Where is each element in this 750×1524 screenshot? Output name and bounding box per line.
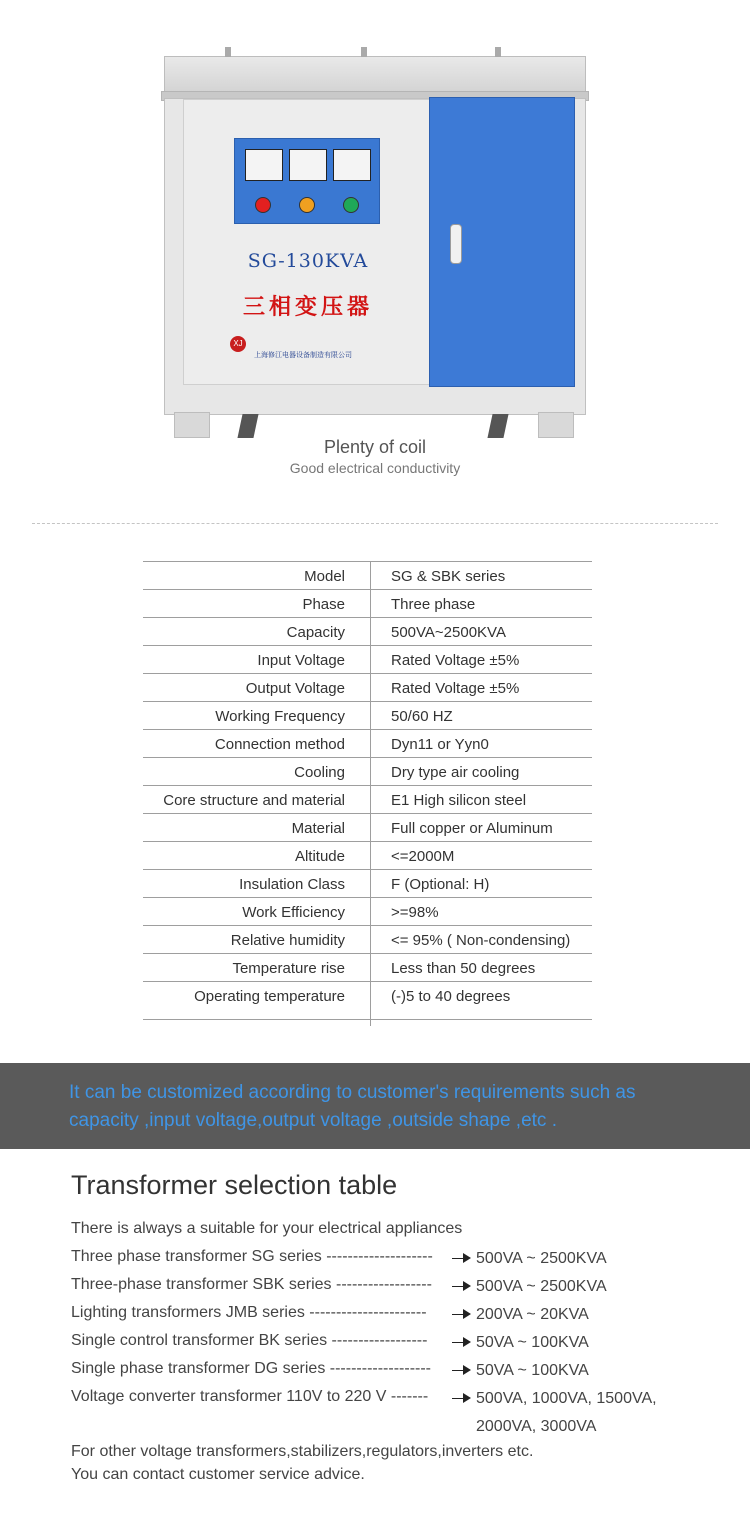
arrow-right-icon bbox=[452, 1286, 464, 1287]
spec-value: >=98% bbox=[391, 904, 439, 921]
spec-label: Relative humidity bbox=[230, 932, 345, 949]
spec-row bbox=[143, 617, 592, 645]
voltmeter-icon bbox=[333, 149, 371, 181]
spec-label: Work Efficiency bbox=[242, 904, 345, 921]
spec-value: SG & SBK series bbox=[391, 568, 506, 585]
selection-item-name: Voltage converter transformer 110V to 220 V ------- bbox=[71, 1388, 429, 1405]
cabinet-foot-dark bbox=[487, 414, 508, 438]
product-chinese-title: 三相变压器 bbox=[242, 294, 373, 319]
selection-item-name: Single phase transformer DG series ------------------- bbox=[71, 1360, 432, 1377]
selection-item-range: 500VA ~ 2500KVA bbox=[476, 1250, 607, 1267]
spec-label: Material bbox=[291, 820, 345, 837]
image-caption-title: Plenty of coil bbox=[323, 437, 427, 457]
selection-item-name: Three-phase transformer SBK series ------------------ bbox=[71, 1276, 432, 1293]
selection-item-range: 200VA ~ 20KVA bbox=[476, 1306, 589, 1323]
spec-label: Insulation Class bbox=[239, 876, 345, 893]
spec-value: Full copper or Aluminum bbox=[391, 820, 553, 837]
selection-item-range: 500VA ~ 2500KVA bbox=[476, 1278, 607, 1295]
spec-row bbox=[143, 869, 592, 897]
spec-value: <=2000M bbox=[391, 848, 455, 865]
spec-value: 500VA~2500KVA bbox=[391, 624, 506, 641]
spec-row bbox=[143, 925, 592, 953]
spec-value: <= 95% ( Non-condensing) bbox=[391, 932, 571, 949]
spec-value: Rated Voltage ±5% bbox=[391, 652, 520, 669]
selection-intro: There is always a suitable for your electrical appliances bbox=[71, 1220, 463, 1237]
meter-panel bbox=[234, 138, 380, 224]
spec-label: Input Voltage bbox=[257, 652, 345, 669]
spec-row bbox=[143, 673, 592, 701]
selection-item-range: 50VA ~ 100KVA bbox=[476, 1362, 589, 1379]
spec-label: Temperature rise bbox=[232, 960, 345, 977]
cabinet-lid bbox=[164, 56, 586, 96]
spec-label: Connection method bbox=[214, 736, 345, 753]
cabinet-foot bbox=[174, 412, 210, 438]
spec-row bbox=[143, 813, 592, 841]
spec-label: Cooling bbox=[294, 764, 345, 781]
spec-label: Model bbox=[304, 568, 345, 585]
lid-bolt bbox=[495, 47, 501, 57]
arrow-right-icon bbox=[452, 1398, 464, 1399]
spec-label: Core structure and material bbox=[163, 792, 345, 809]
spec-value: Three phase bbox=[391, 596, 476, 613]
spec-row bbox=[143, 841, 592, 869]
spec-value: 50/60 HZ bbox=[391, 708, 453, 725]
footer-note-line1: For other voltage transformers,stabilizers,regulators,inverters etc. bbox=[71, 1443, 534, 1460]
section-divider bbox=[32, 523, 718, 524]
selection-extra-range: 2000VA, 3000VA bbox=[476, 1418, 597, 1435]
indicator-lamp-red bbox=[255, 197, 271, 213]
spec-value: E1 High silicon steel bbox=[391, 792, 527, 809]
company-logo: XJ bbox=[230, 336, 246, 352]
product-image bbox=[160, 38, 590, 440]
selection-title: Transformer selection table bbox=[71, 1170, 398, 1200]
arrow-right-icon bbox=[452, 1342, 464, 1343]
selection-item-range: 500VA, 1000VA, 1500VA, bbox=[476, 1390, 657, 1407]
spec-row bbox=[143, 729, 592, 757]
spec-label: Altitude bbox=[294, 848, 345, 865]
selection-item-name: Three phase transformer SG series -------------------- bbox=[71, 1248, 433, 1265]
cabinet-foot-dark bbox=[237, 414, 258, 438]
spec-row bbox=[143, 645, 592, 673]
indicator-lamp-green bbox=[343, 197, 359, 213]
cabinet-front-panel bbox=[183, 99, 433, 385]
selection-item-range: 50VA ~ 100KVA bbox=[476, 1334, 589, 1351]
door-handle-icon bbox=[450, 224, 462, 264]
spec-row bbox=[143, 981, 592, 1020]
arrow-right-icon bbox=[452, 1258, 464, 1259]
spec-label: Output Voltage bbox=[245, 680, 345, 697]
spec-value: Less than 50 degrees bbox=[391, 960, 536, 977]
cabinet-door bbox=[429, 97, 575, 387]
spec-row bbox=[143, 701, 592, 729]
spec-value: F (Optional: H) bbox=[391, 876, 490, 893]
arrow-right-icon bbox=[452, 1314, 464, 1315]
spec-table-divider bbox=[370, 561, 371, 1026]
footer-note-line2: You can contact customer service advice. bbox=[71, 1466, 365, 1483]
arrow-right-icon bbox=[452, 1370, 464, 1371]
cabinet-body bbox=[164, 98, 586, 415]
spec-value: Dyn11 or Yyn0 bbox=[391, 736, 489, 753]
spec-value: Rated Voltage ±5% bbox=[391, 680, 520, 697]
voltmeter-icon bbox=[245, 149, 283, 181]
lid-bolt bbox=[225, 47, 231, 57]
voltmeter-icon bbox=[289, 149, 327, 181]
selection-item-name: Single control transformer BK series ------------------ bbox=[71, 1332, 428, 1349]
customization-banner bbox=[0, 1063, 750, 1149]
spec-row bbox=[143, 897, 592, 925]
spec-row bbox=[143, 785, 592, 813]
spec-value: Dry type air cooling bbox=[391, 764, 520, 781]
model-label: SG-130KVA bbox=[247, 250, 369, 272]
spec-value: (-)5 to 40 degrees bbox=[391, 988, 511, 1005]
spec-row bbox=[143, 757, 592, 785]
spec-row bbox=[143, 561, 592, 589]
cabinet-foot bbox=[538, 412, 574, 438]
indicator-lamp-yellow bbox=[299, 197, 315, 213]
image-caption-subtitle: Good electrical conductivity bbox=[289, 460, 461, 476]
spec-table bbox=[143, 561, 592, 1020]
spec-label: Operating temperature bbox=[194, 988, 345, 1005]
banner-text: It can be customized according to customer's requirements such as capacity ,input voltage,output voltage ,outside shape ,etc . bbox=[69, 1082, 636, 1131]
spec-row bbox=[143, 953, 592, 981]
selection-item-name: Lighting transformers JMB series ---------------------- bbox=[71, 1304, 427, 1321]
spec-label: Phase bbox=[302, 596, 345, 613]
spec-label: Capacity bbox=[286, 624, 345, 641]
lid-bolt bbox=[361, 47, 367, 57]
spec-row bbox=[143, 589, 592, 617]
company-name: 上海修江电器设备制造有限公司 bbox=[254, 352, 352, 359]
spec-label: Working Frequency bbox=[215, 708, 345, 725]
